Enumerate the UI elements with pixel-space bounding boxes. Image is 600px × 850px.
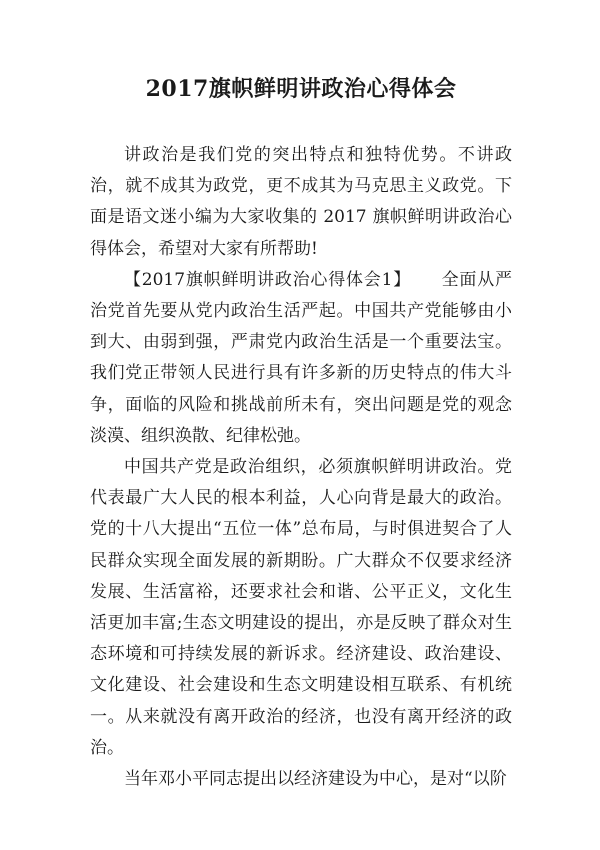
section-heading: 【2017旗帜鲜明讲政治心得体会1】 [124, 269, 412, 290]
document-title: 2017旗帜鲜明讲政治心得体会 [145, 76, 457, 102]
intro-paragraph: 讲政治是我们党的突出特点和独特优势。不讲政治，就不成其为政党，更不成其为马克思主义政党。下面是语文迷小编为大家收集的 2017 旗帜鲜明讲政治心得体会，希望对大家有所帮助! [90, 145, 512, 259]
section-1-paragraph [90, 265, 512, 452]
body-paragraph-3: 当年邓小平同志提出以经济建设为中心，是对“以阶 [124, 769, 507, 790]
body-paragraph-2: 中国共产党是政治组织，必须旗帜鲜明讲政治。党代表最广大人民的根本利益，人心向背是最大的政治。党的十八大提出“五位一体”总布局，与时俱进契合了人民群众实现全面发展的新期盼。广大群众不仅要求经济发展、生活富裕，还要求社会和谐、公平正义，文化生活更加丰富;生态文明建设的提出，亦是反映了群众对生态环境和可持续发展的新诉求。经济建设、政治建设、文化建设、社会建设和生态文明建设相互联系、有机统一。从来就没有离开政治的经济，也没有离开经济的政治。 [90, 457, 512, 758]
document-body [90, 140, 512, 795]
section-1-text: 全面从严治党首先要从党内政治生活严起。中国共产党能够由小到大、由弱到强，严肃党内政治生活是一个重要法宝。我们党正带领人民进行具有许多新的历史特点的伟大斗争，面临的风险和挑战前所未有，突出问题是党的观念淡漠、组织涣散、纪律松弛。 [90, 269, 512, 446]
